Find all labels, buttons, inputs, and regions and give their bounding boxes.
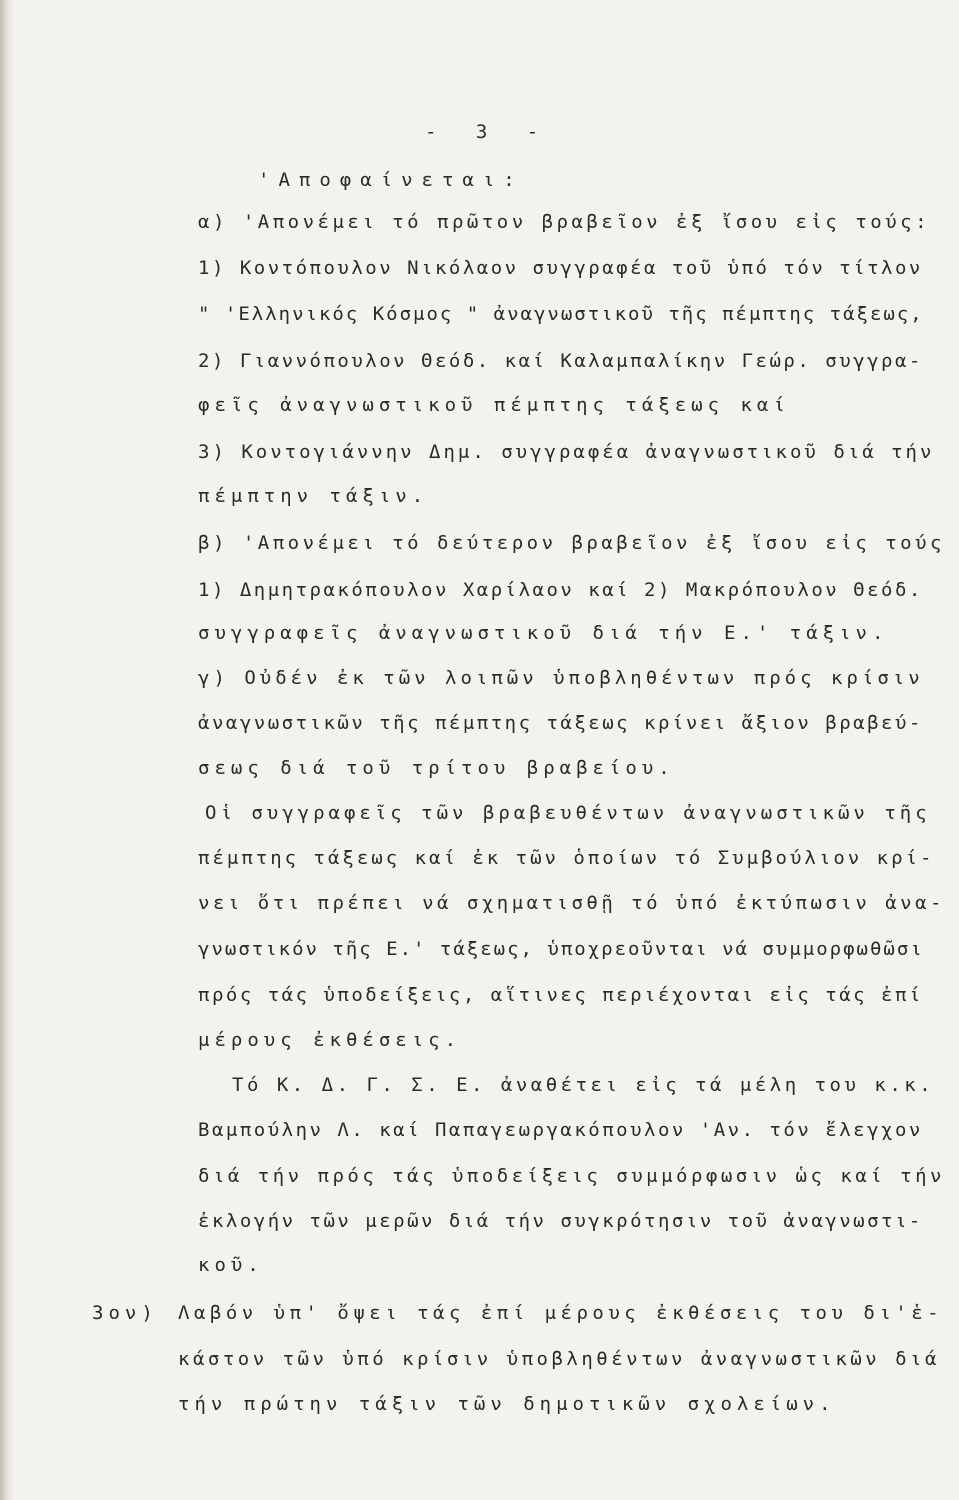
- text-line: μέρους ἐκθέσεις.: [198, 1029, 462, 1051]
- text-line: σεως διά τοῦ τρίτου βραβείου.: [198, 757, 675, 779]
- text-line: φεῖς ἀναγνωστικοῦ πέμπτης τάξεως καί: [198, 394, 790, 416]
- text-line: 2) Γιαννόπουλον Θεόδ. καί Καλαμπαλίκην Γεώρ. συγγρα-: [198, 350, 923, 372]
- text-line: κοῦ.: [198, 1254, 264, 1276]
- text-line: 1) Δημητρακόπουλον Χαρίλαον καί 2) Μακρόπουλον Θεόδ.: [198, 579, 923, 601]
- text-line: ἀναγνωστικῶν τῆς πέμπτης τάξεως κρίνει ἄξιον βραβεύ-: [198, 712, 923, 734]
- text-line: Βαμπούλην Λ. καί Παπαγεωργακόπουλον 'Αν. τόν ἔλεγχον: [198, 1119, 923, 1141]
- text-line: ἐκλογήν τῶν μερῶν διά τήν συγκρότησιν τοῦ ἀναγνωστι-: [198, 1210, 923, 1232]
- text-line: α) 'Απονέμει τό πρῶτον βραβεῖον ἐξ ἴσου εἰς τούς:: [198, 211, 931, 233]
- text-line: συγγραφεῖς ἀναγνωστικοῦ διά τήν Ε.' τάξιν.: [198, 622, 889, 644]
- text-line: " 'Ελληνικός Κόσμος " ἀναγνωστικοῦ τῆς πέμπτης τάξεως,: [198, 303, 924, 325]
- binding-edge: [0, 0, 14, 1500]
- text-line: 1) Κοντόπουλον Νικόλαον συγγραφέα τοῦ ὑπό τόν τίτλον: [198, 257, 923, 279]
- text-line: κάστον τῶν ὑπό κρίσιν ὑποβληθέντων ἀναγνωστικῶν διά: [178, 1348, 940, 1370]
- text-line: Λαβόν ὑπ' ὄψει τάς ἐπί μέρους ἐκθέσεις του δι'ἑ-: [178, 1302, 944, 1324]
- text-line: γνωστικόν τῆς Ε.' τάξεως, ὑποχρεοῦνται νά συμμορφωθῶσι: [198, 938, 924, 960]
- text-line: Οἱ συγγραφεῖς τῶν βραβευθέντων ἀναγνωστικῶν τῆς: [205, 802, 931, 824]
- text-line: πρός τάς ὑποδείξεις, αἵτινες περιέχονται εἰς τάς ἐπί: [198, 984, 923, 1006]
- text-line: 3) Κοντογιάννην Δημ. συγγραφέα ἀναγνωστικοῦ διά τήν: [198, 441, 935, 463]
- heading: 'Αποφαίνεται:: [258, 169, 524, 191]
- text-line: τήν πρώτην τάξιν τῶν δημοτικῶν σχολείων.: [178, 1393, 836, 1415]
- text-line: Τό Κ. Δ. Γ. Σ. Ε. ἀναθέτει εἰς τά μέλη του κ.κ.: [232, 1074, 935, 1096]
- text-line: γ) Οὐδέν ἐκ τῶν λοιπῶν ὑποβληθέντων πρός κρίσιν: [198, 667, 924, 689]
- text-line: νει ὅτι πρέπει νά σχηματισθῇ τό ὑπό ἐκτύπωσιν ἀνα-: [198, 892, 945, 914]
- text-line: πέμπτης τάξεως καί ἐκ τῶν ὁποίων τό Συμβούλιον κρί-: [198, 847, 935, 869]
- text-line: β) 'Απονέμει τό δεύτερον βραβεῖον ἐξ ἴσου εἰς τούς: [198, 532, 945, 554]
- text-line: διά τήν πρός τάς ὑποδείξεις συμμόρφωσιν ὡς καί τήν: [198, 1165, 945, 1187]
- item-30-label: 3ον): [92, 1302, 158, 1324]
- text-line: πέμπτην τάξιν.: [198, 485, 429, 507]
- page-number: - 3 -: [425, 121, 553, 143]
